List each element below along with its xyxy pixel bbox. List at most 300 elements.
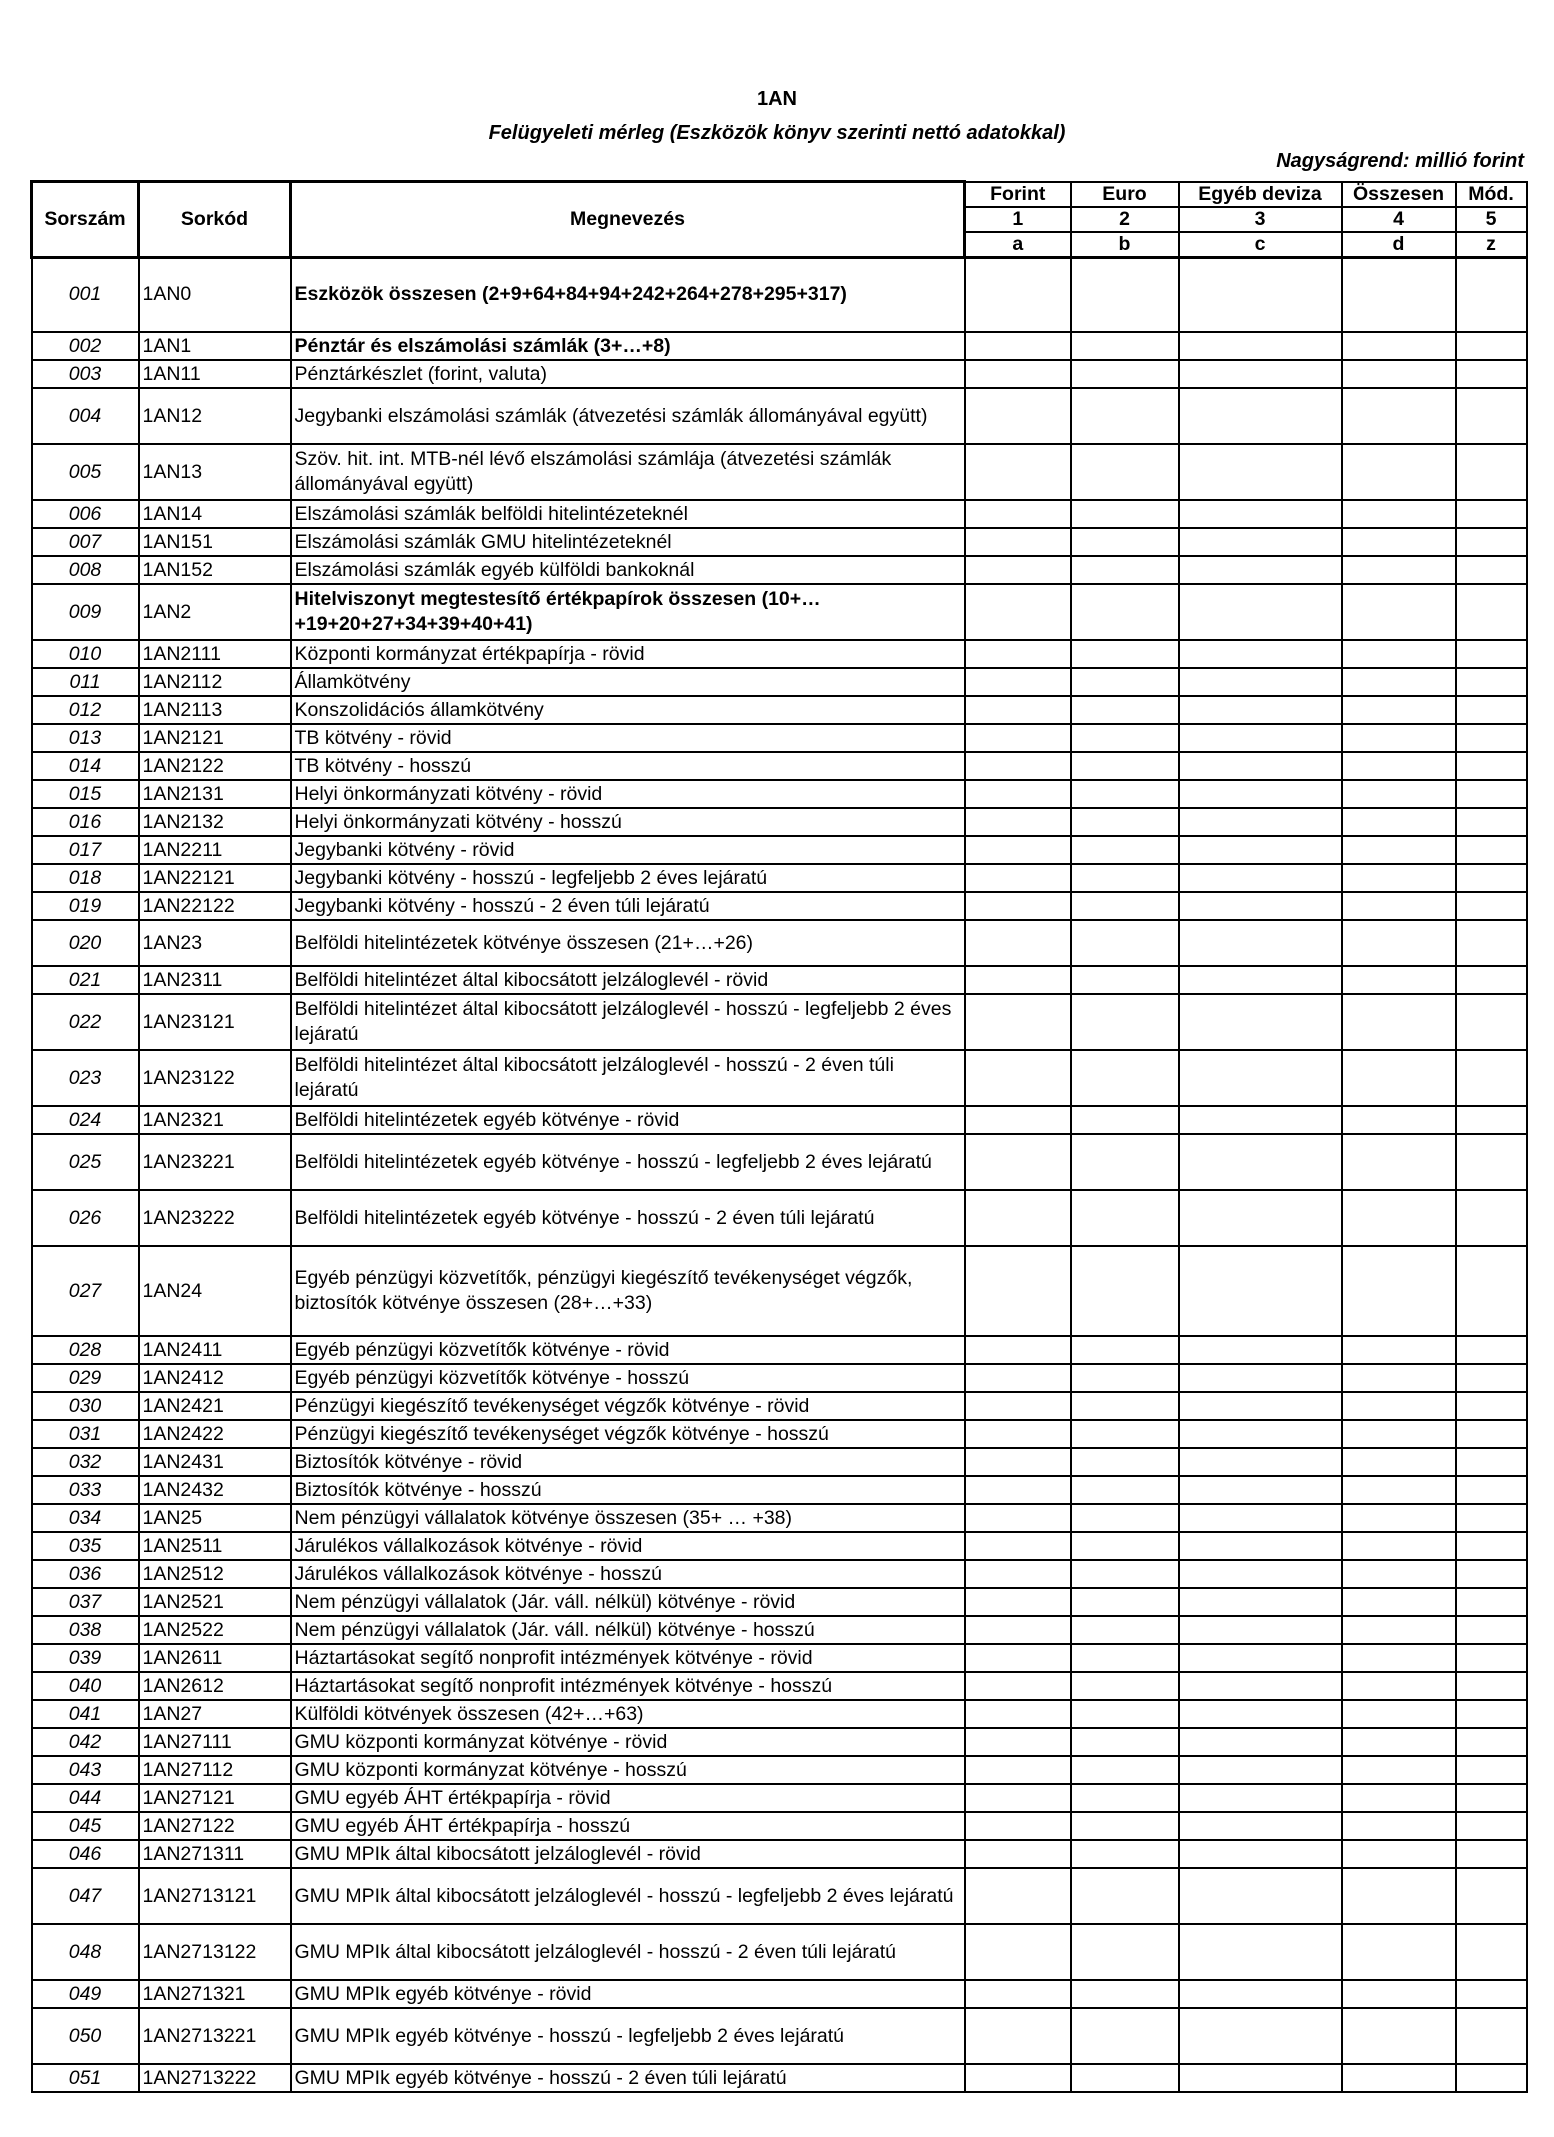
value-cell[interactable] [1179,892,1342,920]
value-cell[interactable] [1456,1924,1527,1980]
value-cell[interactable] [1071,332,1179,360]
value-cell[interactable] [965,444,1071,500]
value-cell[interactable] [1071,2008,1179,2064]
value-cell[interactable] [1071,696,1179,724]
value-cell[interactable] [1342,920,1456,966]
table-row [32,1420,1527,1448]
header-col-name: Forint [965,182,1071,207]
value-cell[interactable] [965,1476,1071,1504]
row-name: Járulékos vállalkozások kötvénye - hosszú [291,1560,965,1588]
value-cell[interactable] [1179,1106,1342,1134]
value-cell[interactable] [1071,1700,1179,1728]
table-row [32,1784,1527,1812]
value-cell[interactable] [965,257,1071,332]
value-cell[interactable] [1179,1050,1342,1106]
value-cell[interactable] [1456,1728,1527,1756]
value-cell[interactable] [1071,1050,1179,1106]
value-cell[interactable] [1179,257,1342,332]
value-cell[interactable] [1456,640,1527,668]
value-cell[interactable] [965,808,1071,836]
value-cell[interactable] [1179,640,1342,668]
row-code: 1AN0 [139,257,291,332]
value-cell[interactable] [965,1644,1071,1672]
value-cell[interactable] [1071,528,1179,556]
value-cell[interactable] [1071,1980,1179,2008]
value-cell[interactable] [1071,1392,1179,1420]
table-row [32,1868,1527,1924]
row-code: 1AN2422 [139,1420,291,1448]
value-cell[interactable] [1071,808,1179,836]
value-cell[interactable] [965,1840,1071,1868]
value-cell[interactable] [965,668,1071,696]
value-cell[interactable] [1071,1672,1179,1700]
value-cell[interactable] [965,360,1071,388]
value-cell[interactable] [1071,1336,1179,1364]
row-name: Biztosítók kötvénye - hosszú [291,1476,965,1504]
value-cell[interactable] [1342,1924,1456,1980]
value-cell[interactable] [1179,668,1342,696]
value-cell[interactable] [1071,1868,1179,1924]
value-cell[interactable] [1179,444,1342,500]
value-cell[interactable] [1071,724,1179,752]
value-cell[interactable] [1342,1868,1456,1924]
value-cell[interactable] [965,994,1071,1050]
value-cell[interactable] [1342,892,1456,920]
value-cell[interactable] [1456,444,1527,500]
value-cell[interactable] [1456,1420,1527,1448]
value-cell[interactable] [1342,966,1456,994]
value-cell[interactable] [1179,752,1342,780]
value-cell[interactable] [1342,1644,1456,1672]
value-cell[interactable] [1071,1616,1179,1644]
value-cell[interactable] [1456,360,1527,388]
value-cell[interactable] [1456,724,1527,752]
value-cell[interactable] [1071,1560,1179,1588]
value-cell[interactable] [1342,1420,1456,1448]
value-cell[interactable] [965,1246,1071,1336]
value-cell[interactable] [965,528,1071,556]
value-cell[interactable] [1456,1756,1527,1784]
value-cell[interactable] [1179,1924,1342,1980]
value-cell[interactable] [1179,1364,1342,1392]
value-cell[interactable] [1342,444,1456,500]
value-cell[interactable] [1179,2008,1342,2064]
value-cell[interactable] [1071,892,1179,920]
value-cell[interactable] [1342,1364,1456,1392]
value-cell[interactable] [1179,1246,1342,1336]
value-cell[interactable] [1071,1246,1179,1336]
value-cell[interactable] [1456,1980,1527,2008]
value-cell[interactable] [1342,1336,1456,1364]
value-cell[interactable] [1179,556,1342,584]
value-cell[interactable] [1179,1784,1342,1812]
value-cell[interactable] [965,388,1071,444]
value-cell[interactable] [965,1784,1071,1812]
value-cell[interactable] [1342,1246,1456,1336]
value-cell[interactable] [1179,1728,1342,1756]
row-number: 016 [32,808,139,836]
value-cell[interactable] [1179,920,1342,966]
value-cell[interactable] [1342,1050,1456,1106]
value-cell[interactable] [1179,1532,1342,1560]
value-cell[interactable] [1456,1616,1527,1644]
value-cell[interactable] [965,640,1071,668]
value-cell[interactable] [1456,1700,1527,1728]
value-cell[interactable] [1179,1980,1342,2008]
row-code: 1AN25 [139,1504,291,1532]
value-cell[interactable] [1342,1812,1456,1840]
value-cell[interactable] [1179,388,1342,444]
header-col-name: Összesen [1342,182,1456,207]
value-cell[interactable] [1071,1840,1179,1868]
value-cell[interactable] [1071,1644,1179,1672]
row-number: 049 [32,1980,139,2008]
value-cell[interactable] [965,1756,1071,1784]
value-cell[interactable] [1342,1560,1456,1588]
value-cell[interactable] [965,752,1071,780]
value-cell[interactable] [1179,1392,1342,1420]
row-name: Egyéb pénzügyi közvetítők kötvénye - rövid [291,1336,965,1364]
value-cell[interactable] [1342,1672,1456,1700]
value-cell[interactable] [1342,808,1456,836]
value-cell[interactable] [1456,920,1527,966]
header-col-num: 5 [1456,207,1527,232]
value-cell[interactable] [1456,556,1527,584]
value-cell[interactable] [1342,752,1456,780]
value-cell[interactable] [1456,1134,1527,1190]
value-cell[interactable] [1456,1448,1527,1476]
row-name: Jegybanki kötvény - hosszú - 2 éven túli lejáratú [291,892,965,920]
value-cell[interactable] [1342,864,1456,892]
value-cell[interactable] [1071,1924,1179,1980]
value-cell[interactable] [1071,2064,1179,2092]
value-cell[interactable] [1071,1134,1179,1190]
value-cell[interactable] [1179,500,1342,528]
value-cell[interactable] [1456,836,1527,864]
value-cell[interactable] [1456,892,1527,920]
table-row [32,1532,1527,1560]
row-name: Nem pénzügyi vállalatok (Jár. váll. nélkül) kötvénye - hosszú [291,1616,965,1644]
value-cell[interactable] [1071,1504,1179,1532]
value-cell[interactable] [1071,864,1179,892]
value-cell[interactable] [1071,1364,1179,1392]
value-cell[interactable] [1456,1246,1527,1336]
value-cell[interactable] [1179,780,1342,808]
value-cell[interactable] [1071,388,1179,444]
value-cell[interactable] [1456,1588,1527,1616]
header-col-num: 1 [965,207,1071,232]
value-cell[interactable] [965,1616,1071,1644]
value-cell[interactable] [965,1728,1071,1756]
value-cell[interactable] [1179,1644,1342,1672]
value-cell[interactable] [1342,1728,1456,1756]
value-cell[interactable] [1342,2064,1456,2092]
value-cell[interactable] [1342,360,1456,388]
value-cell[interactable] [1456,966,1527,994]
value-cell[interactable] [1071,780,1179,808]
value-cell[interactable] [1071,1728,1179,1756]
value-cell[interactable] [1456,1364,1527,1392]
value-cell[interactable] [1456,528,1527,556]
value-cell[interactable] [1342,332,1456,360]
value-cell[interactable] [965,500,1071,528]
value-cell[interactable] [1456,864,1527,892]
value-cell[interactable] [1456,1840,1527,1868]
value-cell[interactable] [1456,1812,1527,1840]
value-cell[interactable] [1071,360,1179,388]
value-cell[interactable] [1071,584,1179,640]
row-name: Belföldi hitelintézet által kibocsátott jelzáloglevél - hosszú - 2 éven túli lejáratú [291,1050,965,1106]
row-code: 1AN2713121 [139,1868,291,1924]
value-cell[interactable] [965,1106,1071,1134]
row-number: 021 [32,966,139,994]
value-cell[interactable] [1456,1868,1527,1924]
row-code: 1AN2512 [139,1560,291,1588]
value-cell[interactable] [965,1812,1071,1840]
value-cell[interactable] [1456,780,1527,808]
value-cell[interactable] [1456,696,1527,724]
value-cell[interactable] [1071,1756,1179,1784]
value-cell[interactable] [965,2008,1071,2064]
value-cell[interactable] [965,2064,1071,2092]
row-name: Egyéb pénzügyi közvetítők, pénzügyi kiegészítő tevékenységet végzők, biztosítók kötvénye összesen (28+…+33) [291,1246,965,1336]
value-cell[interactable] [1342,1756,1456,1784]
value-cell[interactable] [965,892,1071,920]
value-cell[interactable] [1342,1532,1456,1560]
value-cell[interactable] [1071,752,1179,780]
row-code: 1AN2611 [139,1644,291,1672]
value-cell[interactable] [1179,1616,1342,1644]
value-cell[interactable] [1071,668,1179,696]
value-cell[interactable] [1456,808,1527,836]
value-cell[interactable] [1342,1840,1456,1868]
value-cell[interactable] [1071,1532,1179,1560]
value-cell[interactable] [1342,1616,1456,1644]
value-cell[interactable] [965,332,1071,360]
value-cell[interactable] [965,920,1071,966]
row-name: Központi kormányzat értékpapírja - rövid [291,640,965,668]
value-cell[interactable] [1179,360,1342,388]
value-cell[interactable] [965,1924,1071,1980]
value-cell[interactable] [1071,1476,1179,1504]
value-cell[interactable] [1456,1560,1527,1588]
value-cell[interactable] [1342,836,1456,864]
value-cell[interactable] [1071,1588,1179,1616]
value-cell[interactable] [1179,994,1342,1050]
table-row [32,1756,1527,1784]
value-cell[interactable] [965,1980,1071,2008]
value-cell[interactable] [1456,1644,1527,1672]
value-cell[interactable] [1456,584,1527,640]
value-cell[interactable] [1342,1134,1456,1190]
value-cell[interactable] [1071,994,1179,1050]
value-cell[interactable] [1456,500,1527,528]
value-cell[interactable] [1179,332,1342,360]
row-code: 1AN2 [139,584,291,640]
value-cell[interactable] [1342,1106,1456,1134]
value-cell[interactable] [1456,1476,1527,1504]
value-cell[interactable] [1456,668,1527,696]
value-cell[interactable] [1342,556,1456,584]
value-cell[interactable] [1179,1840,1342,1868]
value-cell[interactable] [1179,1190,1342,1246]
value-cell[interactable] [1456,1336,1527,1364]
row-name: Belföldi hitelintézet által kibocsátott jelzáloglevél - hosszú - legfeljebb 2 éves lejáratú [291,994,965,1050]
value-cell[interactable] [1179,1134,1342,1190]
value-cell[interactable] [1342,528,1456,556]
value-cell[interactable] [1179,1812,1342,1840]
value-cell[interactable] [1456,1784,1527,1812]
value-cell[interactable] [1456,1392,1527,1420]
value-cell[interactable] [1342,1504,1456,1532]
value-cell[interactable] [965,780,1071,808]
value-cell[interactable] [1071,1784,1179,1812]
value-cell[interactable] [1342,1980,1456,2008]
table-row [32,360,1527,388]
value-cell[interactable] [1179,1504,1342,1532]
value-cell[interactable] [965,1588,1071,1616]
value-cell[interactable] [1342,257,1456,332]
value-cell[interactable] [1179,1868,1342,1924]
value-cell[interactable] [1342,780,1456,808]
value-cell[interactable] [965,966,1071,994]
value-cell[interactable] [965,1336,1071,1364]
value-cell[interactable] [1071,1812,1179,1840]
value-cell[interactable] [1179,1476,1342,1504]
value-cell[interactable] [1456,1532,1527,1560]
value-cell[interactable] [1342,584,1456,640]
value-cell[interactable] [1342,1700,1456,1728]
value-cell[interactable] [1179,696,1342,724]
value-cell[interactable] [965,556,1071,584]
value-cell[interactable] [965,1190,1071,1246]
value-cell[interactable] [1456,994,1527,1050]
value-cell[interactable] [1179,528,1342,556]
row-number: 011 [32,668,139,696]
value-cell[interactable] [1342,696,1456,724]
value-cell[interactable] [1179,808,1342,836]
row-name: Belföldi hitelintézetek egyéb kötvénye - hosszú - 2 éven túli lejáratú [291,1190,965,1246]
value-cell[interactable] [1071,966,1179,994]
value-cell[interactable] [1071,836,1179,864]
value-cell[interactable] [1179,1700,1342,1728]
row-number: 013 [32,724,139,752]
value-cell[interactable] [1342,1392,1456,1420]
value-cell[interactable] [965,1672,1071,1700]
value-cell[interactable] [1071,444,1179,500]
value-cell[interactable] [1342,1588,1456,1616]
value-cell[interactable] [1456,1106,1527,1134]
value-cell[interactable] [1342,994,1456,1050]
header-megnevezes: Megnevezés [291,182,965,258]
value-cell[interactable] [965,1532,1071,1560]
value-cell[interactable] [1179,864,1342,892]
value-cell[interactable] [1456,332,1527,360]
value-cell[interactable] [1456,1504,1527,1532]
value-cell[interactable] [965,724,1071,752]
row-code: 1AN271311 [139,1840,291,1868]
table-row [32,1840,1527,1868]
row-number: 046 [32,1840,139,1868]
value-cell[interactable] [1179,2064,1342,2092]
value-cell[interactable] [1071,556,1179,584]
value-cell[interactable] [1342,1784,1456,1812]
value-cell[interactable] [1071,1106,1179,1134]
value-cell[interactable] [965,696,1071,724]
value-cell[interactable] [1179,724,1342,752]
value-cell[interactable] [1179,1560,1342,1588]
value-cell[interactable] [1179,1336,1342,1364]
value-cell[interactable] [1456,1050,1527,1106]
value-cell[interactable] [1456,388,1527,444]
balance-table [30,180,1528,2093]
value-cell[interactable] [1179,1672,1342,1700]
table-row [32,864,1527,892]
value-cell[interactable] [1071,920,1179,966]
row-code: 1AN2211 [139,836,291,864]
value-cell[interactable] [1179,1448,1342,1476]
value-cell[interactable] [1456,2064,1527,2092]
value-cell[interactable] [965,1504,1071,1532]
row-code: 1AN27 [139,1700,291,1728]
value-cell[interactable] [1342,668,1456,696]
value-cell[interactable] [1342,1448,1456,1476]
value-cell[interactable] [1342,1476,1456,1504]
value-cell[interactable] [1456,752,1527,780]
value-cell[interactable] [1179,966,1342,994]
value-cell[interactable] [1179,1588,1342,1616]
value-cell[interactable] [1071,1420,1179,1448]
value-cell[interactable] [1071,1190,1179,1246]
row-code: 1AN27121 [139,1784,291,1812]
value-cell[interactable] [1071,257,1179,332]
value-cell[interactable] [1071,640,1179,668]
value-cell[interactable] [1179,1756,1342,1784]
value-cell[interactable] [1456,1190,1527,1246]
value-cell[interactable] [1342,640,1456,668]
value-cell[interactable] [1456,257,1527,332]
value-cell[interactable] [1342,500,1456,528]
value-cell[interactable] [1342,1190,1456,1246]
value-cell[interactable] [1342,724,1456,752]
value-cell[interactable] [965,1560,1071,1588]
value-cell[interactable] [965,1364,1071,1392]
value-cell[interactable] [1179,1420,1342,1448]
value-cell[interactable] [965,1448,1071,1476]
value-cell[interactable] [965,1134,1071,1190]
value-cell[interactable] [965,1420,1071,1448]
value-cell[interactable] [1071,1448,1179,1476]
table-row [32,388,1527,444]
value-cell[interactable] [965,864,1071,892]
value-cell[interactable] [965,1868,1071,1924]
value-cell[interactable] [965,1392,1071,1420]
value-cell[interactable] [1342,388,1456,444]
value-cell[interactable] [965,1050,1071,1106]
row-code: 1AN2612 [139,1672,291,1700]
row-name: Belföldi hitelintézetek egyéb kötvénye - rövid [291,1106,965,1134]
value-cell[interactable] [1179,836,1342,864]
value-cell[interactable] [1179,584,1342,640]
row-code: 1AN2421 [139,1392,291,1420]
value-cell[interactable] [1071,500,1179,528]
value-cell[interactable] [1342,2008,1456,2064]
value-cell[interactable] [965,584,1071,640]
value-cell[interactable] [965,836,1071,864]
value-cell[interactable] [1456,1672,1527,1700]
value-cell[interactable] [1456,2008,1527,2064]
value-cell[interactable] [965,1700,1071,1728]
